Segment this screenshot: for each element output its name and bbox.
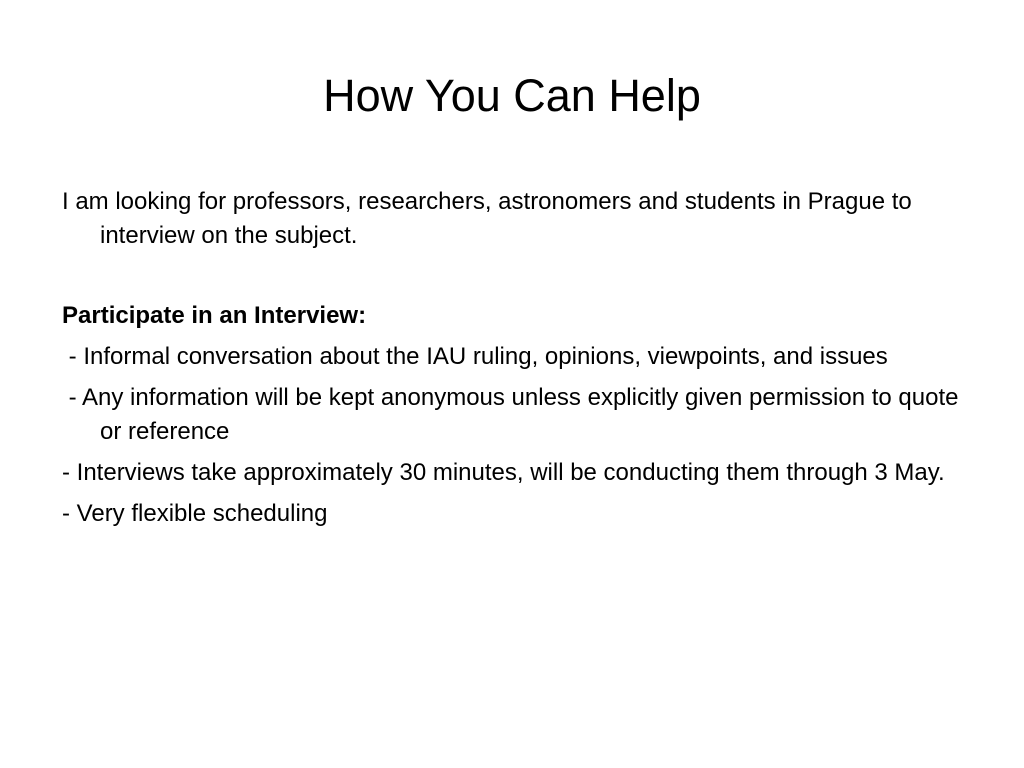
- bullet-item: - Any information will be kept anonymous unless explicitly given permission to quote or reference: [62, 384, 966, 445]
- slide-title: How You Can Help: [323, 70, 701, 121]
- bullet-item: - Very flexible scheduling: [62, 500, 328, 527]
- intro-paragraph: I am looking for professors, researchers, astronomers and students in Prague to interview on the subject.: [62, 188, 912, 249]
- bullet-item: - Informal conversation about the IAU ruling, opinions, viewpoints, and issues: [62, 343, 888, 370]
- bullet-item: - Interviews take approximately 30 minutes, will be conducting them through 3 May.: [62, 459, 945, 486]
- section-heading: Participate in an Interview:: [62, 302, 367, 329]
- slide-body: [62, 185, 966, 538]
